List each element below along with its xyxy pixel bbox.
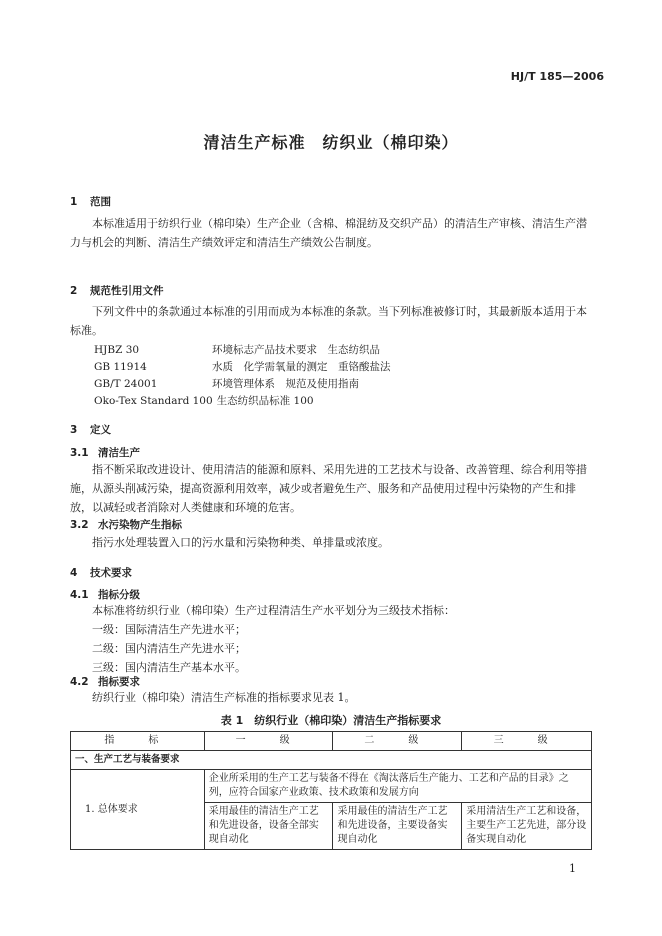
reference-name: 环境标志产品技术要求 生态纺织品 bbox=[212, 344, 380, 356]
level-3-cell: 采用清洁生产工艺和设备，主要生产工艺先进，部分设备实现自动化 bbox=[462, 803, 592, 850]
reference-name: 生态纺织品标准 100 bbox=[216, 395, 314, 407]
list-item: 一级：国际清洁生产先进水平； bbox=[92, 623, 246, 636]
list-item: 三级：国内清洁生产基本水平。 bbox=[92, 661, 246, 674]
indicator-table bbox=[70, 731, 592, 850]
level-list bbox=[92, 620, 246, 677]
section-number: 1 bbox=[70, 196, 78, 208]
list-item bbox=[94, 376, 391, 393]
section-number: 3 bbox=[70, 424, 78, 436]
section-2-paragraph: 下列文件中的条款通过本标准的引用而成为本标准的条款。当下列标准被修订时，其最新版本适用于本标准。 bbox=[70, 305, 587, 337]
header-level-3: 三 级 bbox=[462, 732, 592, 751]
page-number: 1 bbox=[569, 862, 576, 875]
section-4-2-heading bbox=[70, 674, 140, 689]
table-section-header: 一、生产工艺与装备要求 bbox=[71, 751, 592, 770]
table-caption: 表 1 纺织行业（棉印染）清洁生产指标要求 bbox=[220, 714, 442, 727]
section-1-heading bbox=[70, 194, 111, 209]
page-title: 清洁生产标准 纺织业（棉印染） bbox=[203, 133, 459, 152]
list-item bbox=[94, 393, 391, 410]
section-3-heading bbox=[70, 422, 111, 437]
reference-code: GB/T 24001 bbox=[94, 378, 158, 390]
section-3-2-heading bbox=[70, 517, 182, 532]
section-number: 3.1 bbox=[70, 447, 89, 459]
section-1-paragraph: 本标准适用于纺织行业（棉印染）生产企业（含棉、棉混纺及交织产品）的清洁生产审核、清洁生产潜力与机会的判断、清洁生产绩效评定和清洁生产绩效公告制度。 bbox=[70, 217, 587, 249]
row-name: 1. 总体要求 bbox=[71, 770, 205, 850]
section-4-2-paragraph: 纺织行业（棉印染）清洁生产标准的指标要求见表 1。 bbox=[92, 691, 356, 704]
table-row bbox=[71, 770, 592, 803]
header-level-2: 二 级 bbox=[333, 732, 462, 751]
section-3-2-paragraph: 指污水处理装置入口的污水量和污染物种类、单排量或浓度。 bbox=[92, 536, 389, 549]
table-row bbox=[71, 751, 592, 770]
standard-code: HJ/T 185—2006 bbox=[510, 70, 604, 83]
reference-code: GB 11914 bbox=[94, 361, 147, 373]
list-item bbox=[94, 342, 391, 359]
section-title: 范围 bbox=[90, 196, 111, 208]
section-title: 指标要求 bbox=[98, 676, 140, 688]
section-number: 4 bbox=[70, 567, 78, 579]
section-title: 规范性引用文件 bbox=[90, 285, 164, 297]
level-2-cell: 采用最佳的清洁生产工艺和先进设备，主要设备实现自动化 bbox=[333, 803, 462, 850]
section-4-heading bbox=[70, 565, 132, 580]
section-title: 指标分级 bbox=[98, 589, 140, 601]
list-item: 二级：国内清洁生产先进水平； bbox=[92, 642, 246, 655]
reference-code: HJBZ 30 bbox=[94, 344, 140, 356]
reference-list bbox=[94, 342, 391, 410]
header-indicator: 指 标 bbox=[71, 732, 205, 751]
section-3-1-heading bbox=[70, 445, 140, 460]
reference-name: 水质 化学需氧量的测定 重铬酸盐法 bbox=[212, 361, 391, 373]
section-number: 2 bbox=[70, 285, 78, 297]
section-title: 定义 bbox=[90, 424, 111, 436]
section-title: 清洁生产 bbox=[98, 447, 140, 459]
section-2-heading bbox=[70, 283, 164, 298]
section-4-1-paragraph: 本标准将纺织行业（棉印染）生产过程清洁生产水平划分为三级技术指标： bbox=[92, 604, 455, 617]
section-title: 技术要求 bbox=[90, 567, 132, 579]
reference-code: Oko-Tex Standard 100 bbox=[94, 395, 213, 407]
section-title: 水污染物产生指标 bbox=[98, 519, 182, 531]
section-number: 3.2 bbox=[70, 519, 89, 531]
section-number: 4.1 bbox=[70, 589, 89, 601]
common-requirement: 企业所采用的生产工艺与装备不得在《淘汰落后生产能力、工艺和产品的目录》之列，应符合国家产业政策、技术政策和发展方向 bbox=[204, 770, 591, 803]
header-level-1: 一 级 bbox=[204, 732, 333, 751]
table-header-row bbox=[71, 732, 592, 751]
reference-name: 环境管理体系 规范及使用指南 bbox=[212, 378, 359, 390]
level-1-cell: 采用最佳的清洁生产工艺和先进设备，设备全部实现自动化 bbox=[204, 803, 333, 850]
section-number: 4.2 bbox=[70, 676, 89, 688]
section-3-1-paragraph: 指不断采取改进设计、使用清洁的能源和原料、采用先进的工艺技术与设备、改善管理、综合利用等措施，从源头削减污染，提高资源利用效率，减少或者避免生产、服务和产品使用过程中污染物的产生和排放，以减轻或者消除对人类健康和环境的危害。 bbox=[70, 463, 587, 514]
list-item bbox=[94, 359, 391, 376]
section-4-1-heading bbox=[70, 587, 140, 602]
